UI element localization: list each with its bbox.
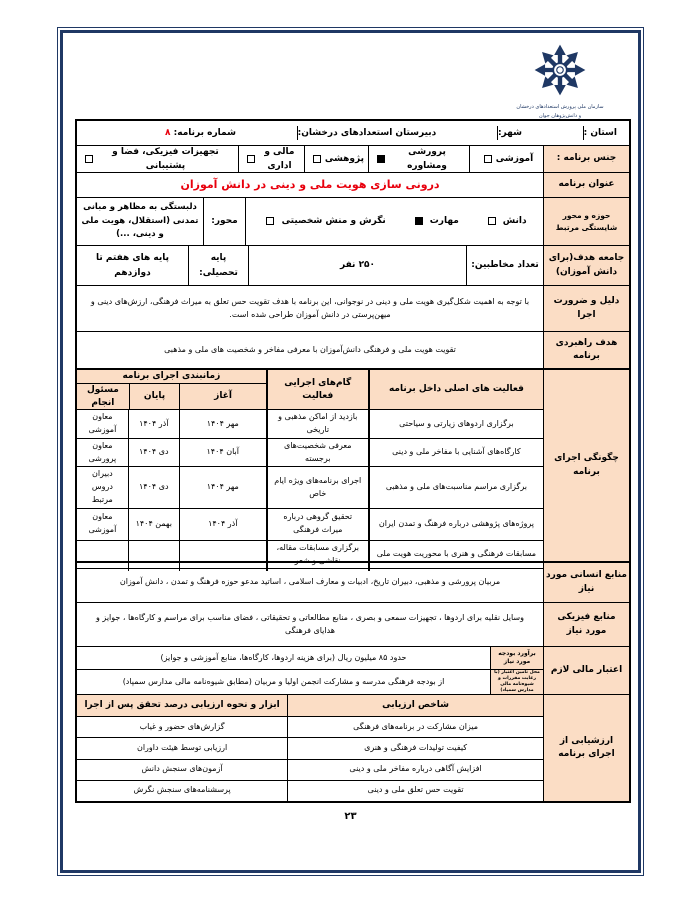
strategic-goal-row <box>77 332 629 370</box>
school-label: دبیرستان استعدادهای درخشان: <box>297 126 437 140</box>
checkbox-research <box>313 155 321 163</box>
program-type-row <box>77 146 629 173</box>
col-start-header: آغاز <box>179 384 265 409</box>
program-title-value: درونی سازی هویت ملی و دینی در دانش آموزان <box>180 178 440 192</box>
city-label: شهر: <box>497 126 522 140</box>
budget-label: اعتبار مالی لازم <box>543 647 629 694</box>
implementation-header <box>77 370 543 410</box>
program-number-value: ۸ <box>165 127 171 138</box>
budget-section <box>77 647 629 695</box>
page-frame-inner <box>60 30 641 873</box>
timing-header: زمانبندی اجرای برنامه <box>77 370 266 384</box>
budget-estimate-row <box>77 647 543 670</box>
evaluation-row: افزایش آگاهی درباره مفاخر ملی و دینی آزمون‌های سنجش دانش <box>77 760 543 781</box>
col-responsible-header: مسئول انجام <box>77 384 129 409</box>
physical-resources-row <box>77 603 629 647</box>
page-number: ۲۳ <box>344 811 357 822</box>
checkbox-knowledge <box>488 217 496 225</box>
budget-source-value: از بودجه فرهنگی مدرسه و مشارکت انجمن اولیا و مربیان (مطابق شیوه‌نامه مالی مدارس سمپاد) <box>122 676 445 686</box>
checkbox-educational <box>484 155 492 163</box>
option-attitude: نگرش و منش شخصیتی <box>262 214 385 228</box>
sampad-eight-arrow-star-icon <box>531 41 589 99</box>
target-row <box>77 246 629 286</box>
implementation-row: مسابقات فرهنگی و هنری با محوریت هویت ملی برگزاری مسابقات مقاله، نقاشی و شعر <box>77 541 543 570</box>
competency-label: حوزه و محور شایستگی مرتبط <box>543 198 629 245</box>
audience-label: تعداد مخاطبین: <box>466 246 543 285</box>
physical-resources-text: وسایل نقلیه برای اردوها ، تجهیزات سمعی و بصری ، منابع مطالعاتی و تحقیقاتی ، فضای مناسب برای مراسم و کارگاه‌ها ، جوایز و هدایای فرهنگی <box>96 612 524 635</box>
evaluation-row: میزان مشارکت در برنامه‌های فرهنگی گزارش‌های حضور و غیاب <box>77 717 543 738</box>
option-pedagogical-counseling: پرورشی ومشاوره <box>368 146 469 172</box>
physical-resources-label: منابع فیزیکی مورد نیاز <box>543 603 629 646</box>
budget-source-row <box>77 670 543 694</box>
evaluation-table <box>77 695 543 801</box>
checkbox-pedagogical-counseling <box>377 155 385 163</box>
organization-name-line2: و دانش‌پژوهان جوان <box>538 113 582 119</box>
checkbox-skill <box>415 217 423 225</box>
implementation-label: چگونگی اجرای برنامه <box>543 370 629 561</box>
page-frame <box>57 27 644 876</box>
option-skill: مهارت <box>411 214 459 228</box>
checkbox-financial-admin <box>247 155 255 163</box>
implementation-row: کارگاه‌های آشنایی با مفاخر ملی و دینی معرفی شخصیت‌های برجسته آبان ۱۴۰۴ دی ۱۴۰۴ معاون پرورشی <box>77 439 543 468</box>
program-title-label: عنوان برنامه <box>543 173 629 197</box>
competency-options <box>245 198 543 245</box>
budget-table <box>77 647 543 694</box>
implementation-row: برگزاری مراسم مناسبت‌های ملی و مذهبی اجرای برنامه‌های ویژه ایام خاص مهر ۱۴۰۴ دی ۱۴۰۴ دبیران دروس مرتبط <box>77 467 543 508</box>
rationale-text: با توجه به اهمیت شکل‌گیری هویت ملی و دینی در نوجوانی، این برنامه با هدف تقویت حس تعلق به میراث فرهنگی، ارزش‌های دینی و میهن‌پرستی در دانش آموزان طراحی شده است. <box>90 296 530 319</box>
option-educational: آموزشی <box>469 146 543 172</box>
header-row <box>77 121 629 146</box>
col-activities-header: فعالیت های اصلی داخل برنامه <box>368 370 543 409</box>
program-form-table <box>75 119 631 803</box>
budget-estimate-label: برآورد بودجه مورد نیاز <box>490 647 543 669</box>
implementation-row: پروژه‌های پژوهشی درباره فرهنگ و تمدن ایران تحقیق گروهی درباره میراث فرهنگی آذر ۱۴۰۴ بهمن ۱۴۰۴ معاون آموزشی <box>77 509 543 541</box>
grade-value: پایه های هفتم تا دوازدهم <box>95 253 170 278</box>
checkbox-equipment-space <box>85 155 93 163</box>
competency-row <box>77 198 629 246</box>
col-end-header: پایان <box>129 384 180 409</box>
human-resources-label: منابع انسانی مورد نیاز <box>543 563 629 602</box>
option-research: پژوهشی <box>304 146 368 172</box>
evaluation-header <box>77 695 543 717</box>
option-equipment-space: تجهیزات فیزیکی، فضا و پشتیبانی <box>77 146 238 172</box>
evaluation-row: کیفیت تولیدات فرهنگی و هنری ارزیابی توسط هیئت داوران <box>77 738 543 759</box>
option-financial-admin: مالی و اداری <box>238 146 304 172</box>
budget-estimate-value: حدود ۸۵ میلیون ریال (برای هزینه اردوها، کارگاه‌ها، منابع آموزشی و جوایز) <box>160 652 407 662</box>
program-title-row <box>77 173 629 198</box>
col-steps-header: گام‌های اجرایی فعالیت <box>266 370 368 409</box>
program-type-label: جنس برنامه : <box>543 146 629 172</box>
province-label: استان : <box>583 126 617 140</box>
evaluation-label: ارزشیابی از اجرای برنامه <box>543 695 629 801</box>
implementation-row: برگزاری اردوهای زیارتی و سیاحتی بازدید از اماکن مذهبی و تاریخی مهر ۱۴۰۴ آذر ۱۴۰۴ معاون آموزشی <box>77 410 543 439</box>
evaluation-index-header: شاخص ارزیابی <box>287 695 543 716</box>
axis-label: محور: <box>203 198 245 245</box>
rationale-label: دلیل و ضرورت اجرا <box>543 286 629 331</box>
budget-source-label: محل تامین اعتبار (با رعایت مقررات و شیوه‌نامه مالی مدارس سمپاد) <box>490 670 543 694</box>
human-resources-text: مربیان پرورشی و مذهبی، دبیران تاریخ، ادبیات و معارف اسلامی ، اساتید مدعو حوزه فرهنگ و تمدن ، دانش آموزان <box>119 577 501 587</box>
rationale-row <box>77 286 629 332</box>
audience-value: ۲۵۰ نفر <box>248 246 466 285</box>
axis-value: دلبستگی به مظاهر و مبانی تمدنی (استقلال، هویت ملی و دینی، ...) <box>81 202 199 240</box>
evaluation-section <box>77 695 629 801</box>
implementation-table <box>77 370 543 565</box>
evaluation-row: تقویت حس تعلق ملی و دینی پرسشنامه‌های سنجش نگرش <box>77 781 543 801</box>
organization-name-line1: سازمان ملی پرورش استعدادهای درخشان <box>516 104 604 110</box>
target-label: جامعه هدف(برای دانش آموزان) <box>543 246 629 285</box>
implementation-section <box>77 370 629 563</box>
option-knowledge: دانش <box>484 214 527 228</box>
checkbox-attitude <box>266 217 274 225</box>
organization-logo-block <box>504 41 616 121</box>
human-resources-row <box>77 563 629 603</box>
program-number: شماره برنامه: ۸ <box>165 127 236 138</box>
grade-label: پایه تحصیلی: <box>188 246 248 285</box>
strategic-goal-text: تقویت هویت ملی و فرهنگی دانش‌آموزان با معرفی مفاخر و شخصیت های ملی و مذهبی <box>164 344 456 354</box>
strategic-goal-label: هدف راهبردی برنامه <box>543 332 629 368</box>
evaluation-tool-header: ابزار و نحوه ارزیابی درصد تحقق پس از اجرا <box>77 695 287 716</box>
